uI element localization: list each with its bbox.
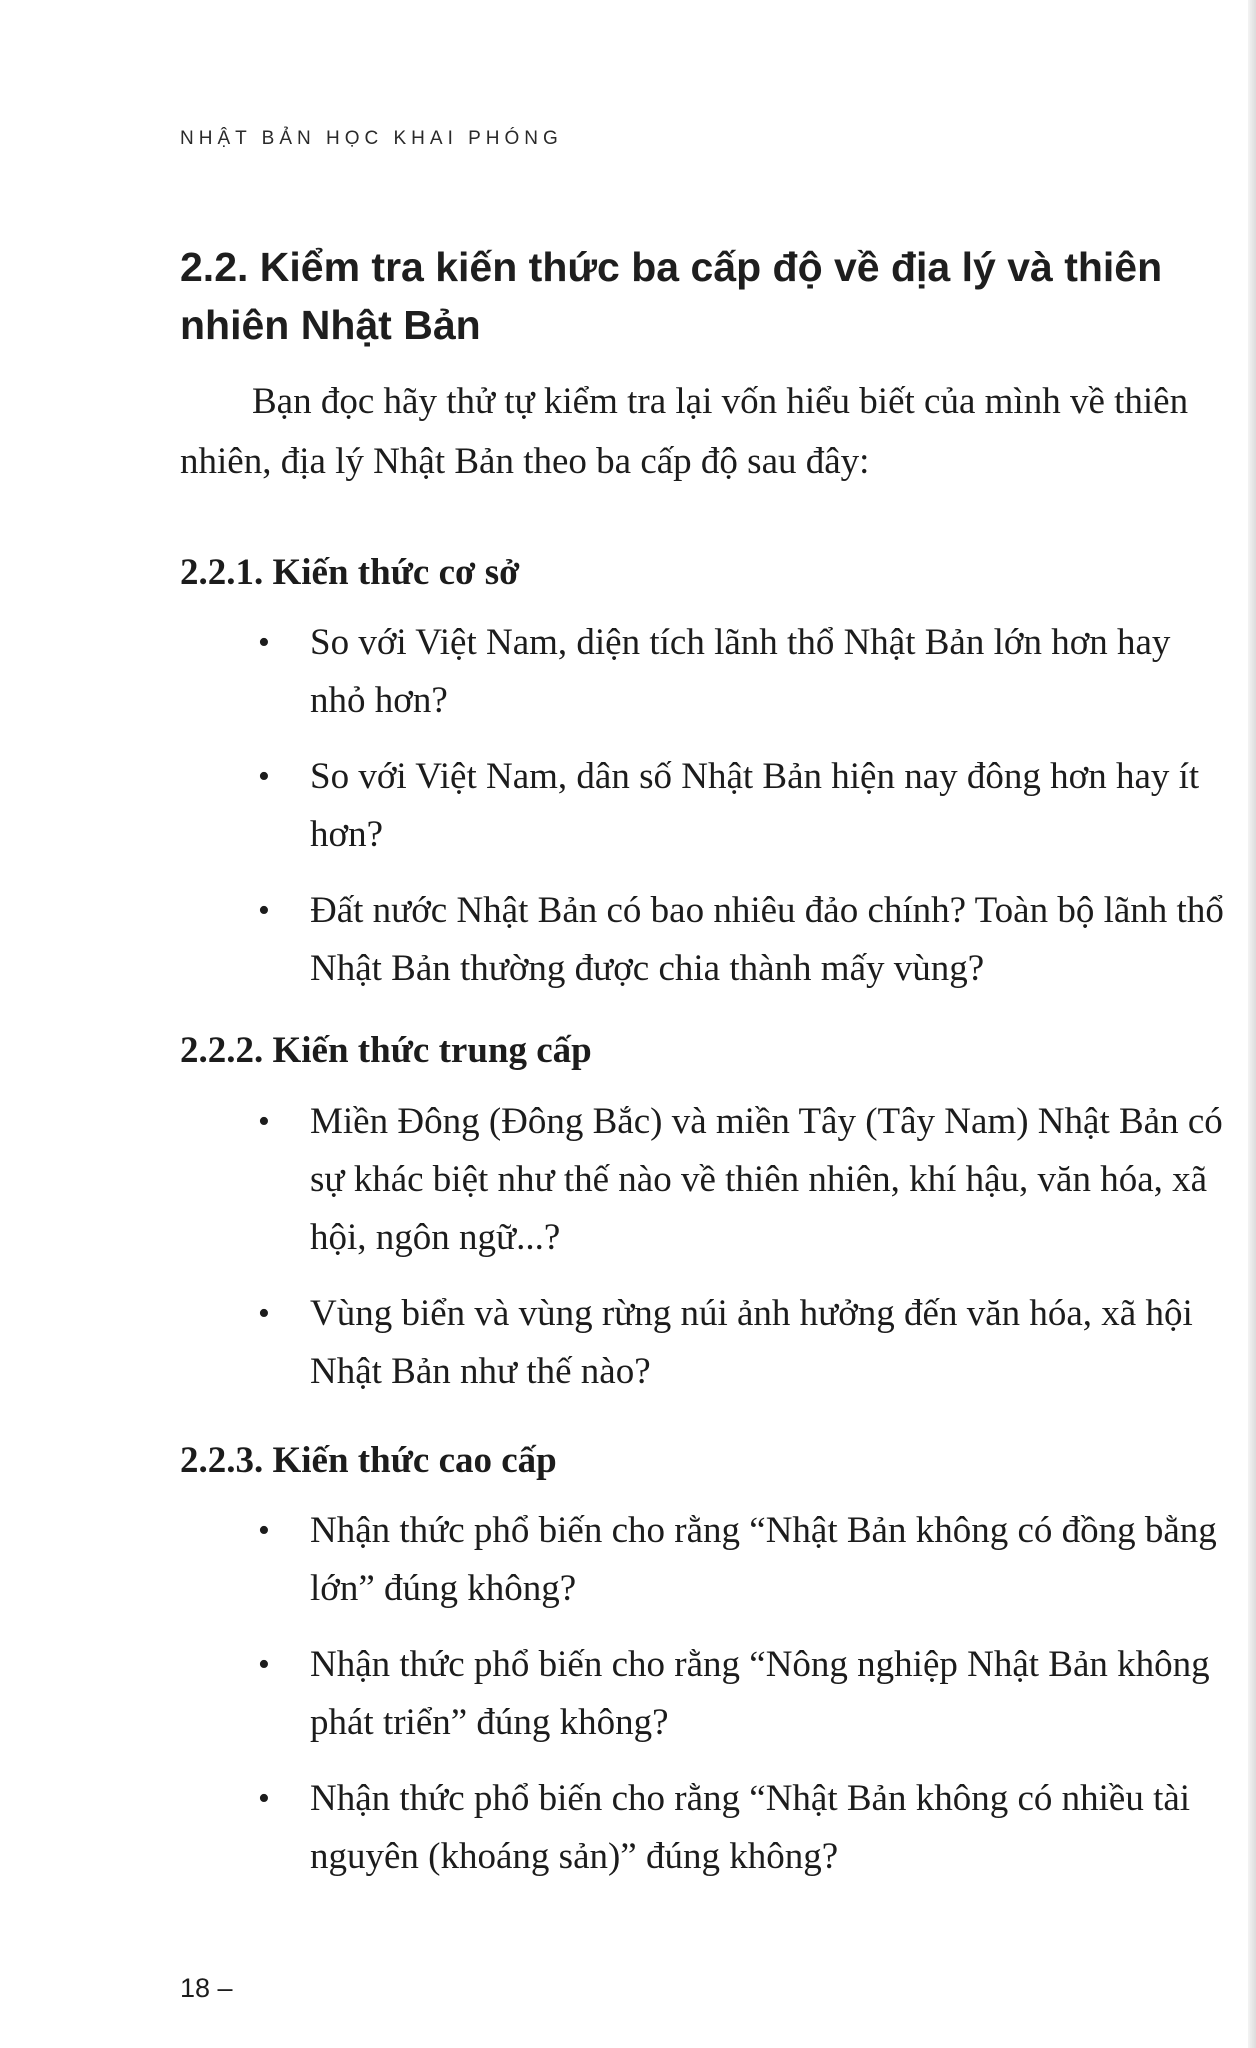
- list-item-text: Nhận thức phổ biến cho rằng “Nhật Bản không có nhiều tài nguyên (khoáng sản)” đúng không?: [310, 1778, 1191, 1877]
- list-item-text: Nhận thức phổ biến cho rằng “Nhật Bản không có đồng bằng lớn” đúng không?: [310, 1510, 1217, 1609]
- intro-paragraph: Bạn đọc hãy thử tự kiểm tra lại vốn hiểu biết của mình về thiên nhiên, địa lý Nhật Bản theo ba cấp độ sau đây:: [180, 381, 1189, 482]
- list-item: [180, 1285, 1230, 1401]
- bullet-icon: •: [258, 758, 270, 795]
- list-item-text: Vùng biển và vùng rừng núi ảnh hưởng đến văn hóa, xã hội Nhật Bản như thế nào?: [310, 1293, 1193, 1392]
- page-number: 18 –: [180, 1973, 233, 2003]
- bullet-icon: •: [258, 624, 270, 661]
- list-item-text: Nhận thức phổ biến cho rằng “Nông nghiệp Nhật Bản không phát triển” đúng không?: [310, 1644, 1210, 1743]
- list-item: [180, 882, 1230, 998]
- list-item-text: Đất nước Nhật Bản có bao nhiêu đảo chính? Toàn bộ lãnh thổ Nhật Bản thường được chia thành mấy vùng?: [310, 890, 1224, 989]
- list-item: [180, 614, 1230, 730]
- list-item: [180, 1636, 1230, 1752]
- list-item-text: So với Việt Nam, dân số Nhật Bản hiện nay đông hơn hay ít hơn?: [310, 756, 1200, 855]
- subheading-advanced-knowledge: 2.2.3. Kiến thức cao cấp: [180, 1440, 557, 1481]
- list-item-text: So với Việt Nam, diện tích lãnh thổ Nhật Bản lớn hơn hay nhỏ hơn?: [310, 622, 1171, 721]
- section-title: 2.2. Kiểm tra kiến thức ba cấp độ về địa lý và thiên nhiên Nhật Bản: [180, 244, 1163, 348]
- bullet-list-advanced: [180, 1502, 1230, 1886]
- subheading-basic-knowledge: 2.2.1. Kiến thức cơ sở: [180, 552, 520, 593]
- subheading-intermediate-knowledge: 2.2.2. Kiến thức trung cấp: [180, 1030, 592, 1071]
- bullet-icon: •: [258, 1512, 270, 1549]
- list-item: [180, 1770, 1230, 1886]
- bullet-icon: •: [258, 1103, 270, 1140]
- list-item: [180, 1502, 1230, 1618]
- bullet-icon: •: [258, 1780, 270, 1817]
- list-item: [180, 1093, 1230, 1267]
- bullet-list-basic: [180, 614, 1230, 998]
- bullet-list-intermediate: [180, 1093, 1230, 1401]
- bullet-icon: •: [258, 892, 270, 929]
- bullet-icon: •: [258, 1646, 270, 1683]
- bullet-icon: •: [258, 1295, 270, 1332]
- list-item-text: Miền Đông (Đông Bắc) và miền Tây (Tây Nam) Nhật Bản có sự khác biệt như thế nào về thiên nhiên, khí hậu, văn hóa, xã hội, ngôn ngữ...?: [310, 1101, 1223, 1258]
- page-edge-shadow: [1248, 0, 1256, 2048]
- list-item: [180, 748, 1230, 864]
- running-header: NHẬT BẢN HỌC KHAI PHÓNG: [180, 128, 563, 149]
